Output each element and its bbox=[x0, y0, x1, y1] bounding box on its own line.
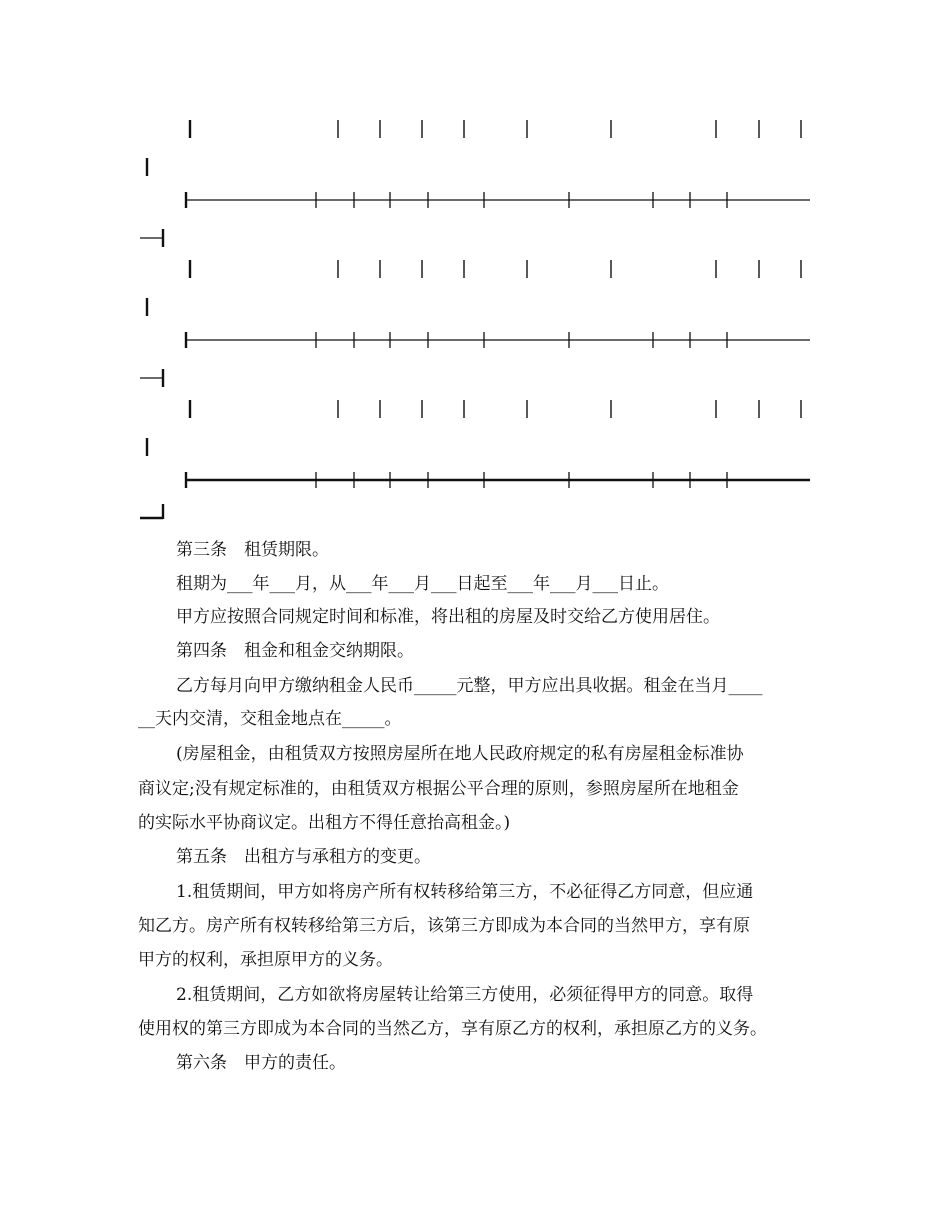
article-5-heading: 第五条 出租方与承租方的变更。 bbox=[176, 847, 431, 867]
text-line: 知乙方。房产所有权转移给第三方后，该第三方即成为本合同的当然甲方，享有原 bbox=[138, 916, 750, 936]
text-line: __天内交清，交租金地点在_____。 bbox=[138, 709, 402, 729]
text-line: 1.租赁期间，甲方如将房产所有权转移给第三方，不必征得乙方同意，但应通 bbox=[176, 882, 754, 902]
text-line: 商议定;没有规定标准的，由租赁双方根据公平合理的原则，参照房屋所在地租金 bbox=[138, 779, 739, 799]
text-line: 甲方的权利，承担原甲方的义务。 bbox=[138, 950, 393, 970]
text-line: 的实际水平协商议定。出租方不得任意抬高租金。) bbox=[138, 813, 511, 833]
article-6-heading: 第六条 甲方的责任。 bbox=[176, 1053, 346, 1073]
text-line: 使用权的第三方即成为本合同的当然乙方，享有原乙方的权利，承担原乙方的义务。 bbox=[138, 1019, 767, 1039]
article-4-heading: 第四条 租金和租金交纳期限。 bbox=[176, 641, 414, 661]
text-line: 2.租赁期间，乙方如欲将房屋转让给第三方使用，必须征得甲方的同意。取得 bbox=[176, 985, 754, 1005]
text-line: 租期为___年___月，从___年___月___日起至___年___月___日止。 bbox=[176, 574, 669, 594]
text-line: (房屋租金，由租赁双方按照房屋所在地人民政府规定的私有房屋租金标准协 bbox=[176, 744, 744, 764]
article-3-heading: 第三条 租赁期限。 bbox=[176, 540, 329, 560]
text-line: 乙方每月向甲方缴纳租金人民币_____元整，甲方应出具收据。租金在当月____ bbox=[176, 676, 763, 696]
text-line: 甲方应按照合同规定时间和标准，将出租的房屋及时交给乙方使用居住。 bbox=[176, 607, 720, 627]
table-ruling bbox=[0, 0, 950, 530]
